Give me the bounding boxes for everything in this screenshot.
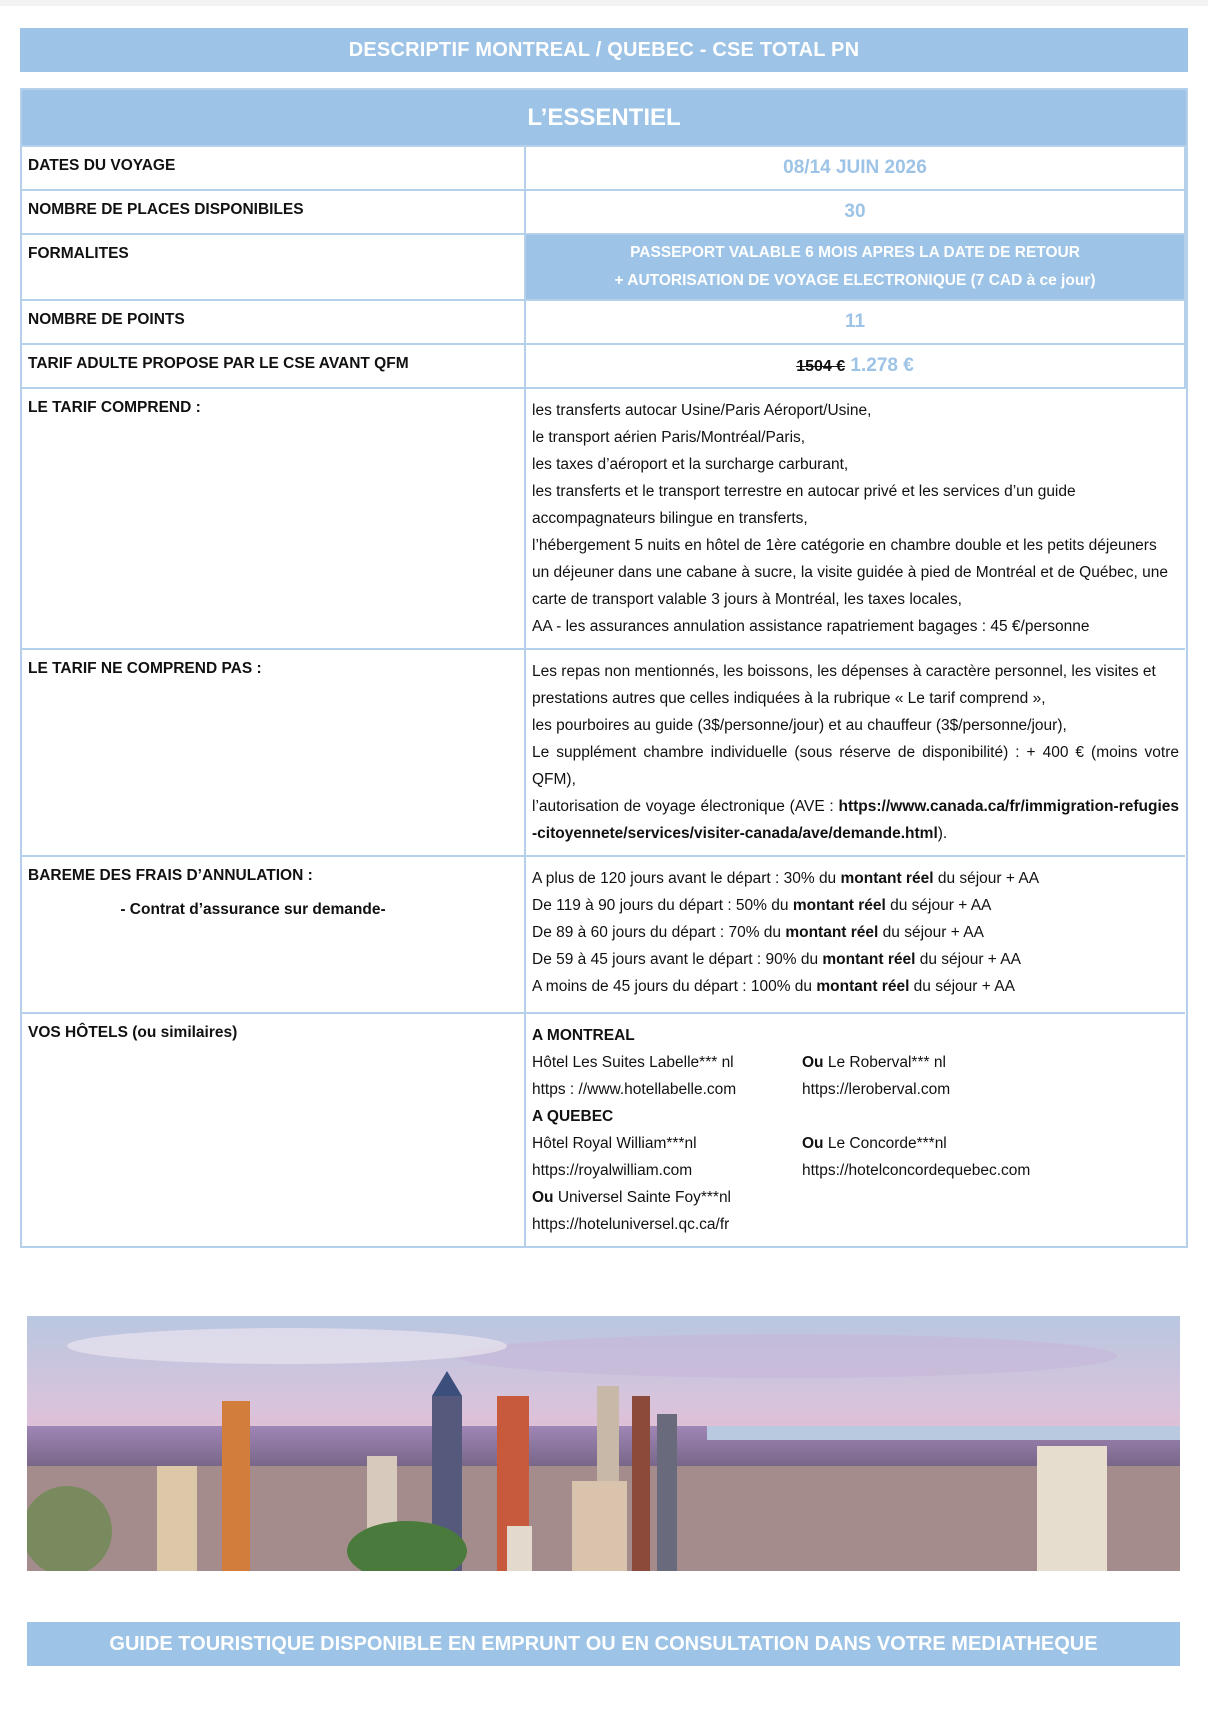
row-points xyxy=(22,300,1185,344)
comprend-item: AA - les assurances annulation assistance rapatriement bagages : 45 €/personne xyxy=(532,618,1090,635)
bareme-label-cell xyxy=(22,856,525,1013)
or-word: Ou xyxy=(802,1054,824,1071)
bareme-item xyxy=(532,946,1179,973)
comprend-label: LE TARIF COMPREND : xyxy=(22,388,525,649)
formalites-label: FORMALITES xyxy=(22,234,525,300)
row-places xyxy=(22,190,1185,234)
formalites-line-1: PASSEPORT VALABLE 6 MOIS APRES LA DATE DE RETOUR xyxy=(630,244,1080,261)
row-hotels xyxy=(22,1013,1185,1246)
quebec-alt-2-name: Universel Sainte Foy***nl xyxy=(553,1189,732,1206)
comprend-item: les taxes d’aéroport et la surcharge carburant, xyxy=(532,456,849,473)
bareme-text: A plus de 120 jours avant le départ : 30% du xyxy=(532,870,841,887)
dates-label: DATES DU VOYAGE xyxy=(22,147,525,190)
bareme-text: A moins de 45 jours du départ : 100% du xyxy=(532,978,817,995)
river xyxy=(707,1426,1180,1440)
quebec-hotel-1: Hôtel Royal William***nl xyxy=(532,1135,697,1152)
comprend-item: l’hébergement 5 nuits en hôtel de 1ère catégorie en chambre double et les petits déjeuners xyxy=(532,537,1157,554)
ne-comprend-pas-list xyxy=(525,649,1185,856)
bareme-text: De 89 à 60 jours du départ : 70% du xyxy=(532,924,786,941)
hotels-list xyxy=(525,1013,1185,1246)
cloud xyxy=(67,1328,507,1364)
exclusion-item: Le supplément chambre individuelle (sous réserve de disponibilité) : + 400 € (moins votre QFM), xyxy=(532,744,1179,788)
quebec-hotel-1-url[interactable]: https://royalwilliam.com xyxy=(532,1162,693,1179)
essentiel-table xyxy=(20,88,1188,1248)
bareme-text: du séjour + AA xyxy=(915,951,1021,968)
skyline-illustration xyxy=(27,1316,1180,1571)
new-price: 1.278 € xyxy=(850,355,914,376)
tarif-value xyxy=(525,344,1185,388)
bareme-bold-term: montant réel xyxy=(822,951,916,968)
comprend-item: les transferts et le transport terrestre en autocar privé et les services d’un guide accompagnateurs bilingue en transferts, xyxy=(532,483,1076,527)
quebec-alt-hotel-url[interactable]: https://hotelconcordequebec.com xyxy=(802,1162,1031,1179)
bareme-list xyxy=(525,856,1185,1013)
row-bareme xyxy=(22,856,1185,1013)
formalites-value xyxy=(525,234,1185,300)
or-word: Ou xyxy=(532,1189,554,1206)
montreal-hotel-1-url[interactable]: https : //www.hotellabelle.com xyxy=(532,1081,737,1098)
bareme-item xyxy=(532,919,1179,946)
tarif-label: TARIF ADULTE PROPOSE PAR LE CSE AVANT QFM xyxy=(22,344,525,388)
quebec-alt-hotel-2-url[interactable]: https://hoteluniversel.qc.ca/fr xyxy=(532,1216,730,1233)
bareme-bold-term: montant réel xyxy=(816,978,910,995)
bareme-text: De 119 à 90 jours du départ : 50% du xyxy=(532,897,793,914)
montreal-hotel-1: Hôtel Les Suites Labelle*** nl xyxy=(532,1054,734,1071)
comprend-item: le transport aérien Paris/Montréal/Paris, xyxy=(532,429,806,446)
quebec-alt-name: Le Concorde***nl xyxy=(823,1135,947,1152)
row-ne-comprend-pas xyxy=(22,649,1185,856)
places-label: NOMBRE DE PLACES DISPONIBILES xyxy=(22,190,525,234)
row-tarif xyxy=(22,344,1185,388)
bareme-item xyxy=(532,892,1179,919)
row-comprend xyxy=(22,388,1185,649)
section-title-essentiel: L’ESSENTIEL xyxy=(22,90,1186,147)
row-dates xyxy=(22,147,1185,190)
bareme-sublabel: - Contrat d’assurance sur demande- xyxy=(120,901,386,918)
page-top-strip xyxy=(0,0,1208,6)
details-table xyxy=(22,147,1186,1246)
bareme-text: du séjour + AA xyxy=(878,924,984,941)
bareme-item xyxy=(532,865,1179,892)
places-value: 30 xyxy=(525,190,1185,234)
bareme-label: BAREME DES FRAIS D’ANNULATION : xyxy=(28,867,313,884)
quebec-alt-hotel xyxy=(802,1130,1179,1157)
montreal-skyline-photo xyxy=(27,1316,1180,1571)
bareme-text: De 59 à 45 jours avant le départ : 90% du xyxy=(532,951,823,968)
bareme-bold-term: montant réel xyxy=(785,924,879,941)
comprend-item: les transferts autocar Usine/Paris Aéroport/Usine, xyxy=(532,402,872,419)
bareme-item xyxy=(532,973,1179,1000)
bareme-text: du séjour + AA xyxy=(933,870,1040,887)
bareme-text: du séjour + AA xyxy=(909,978,1015,995)
hotels-grid xyxy=(532,1022,1179,1238)
old-price: 1504 € xyxy=(796,358,846,375)
cloud xyxy=(457,1334,1117,1378)
row-formalites xyxy=(22,234,1185,300)
bareme-text: du séjour + AA xyxy=(885,897,992,914)
ave-link[interactable]: https://www.canada.ca/fr/immigration-refugies-citoyennete/services/visiter-canada/ave/demande.html xyxy=(532,798,1179,842)
footer-banner: GUIDE TOURISTIQUE DISPONIBLE EN EMPRUNT OU EN CONSULTATION DANS VOTRE MEDIATHEQUE xyxy=(27,1622,1180,1666)
quebec-alt-hotel-2 xyxy=(532,1184,802,1211)
quebec-heading: A QUEBEC xyxy=(532,1108,614,1125)
formalites-line-2: + AUTORISATION DE VOYAGE ELECTRONIQUE (7 CAD à ce jour) xyxy=(614,272,1096,289)
bareme-bold-term: montant réel xyxy=(840,870,934,887)
exclusion-item: les pourboires au guide (3$/personne/jour) et au chauffeur (3$/personne/jour), xyxy=(532,717,1067,734)
points-label: NOMBRE DE POINTS xyxy=(22,300,525,344)
exclusion-item-ave xyxy=(532,793,1179,847)
hotels-label: VOS HÔTELS (ou similaires) xyxy=(22,1013,525,1246)
montreal-alt-hotel xyxy=(802,1049,1179,1076)
montreal-heading: A MONTREAL xyxy=(532,1027,635,1044)
or-word: Ou xyxy=(802,1135,824,1152)
comprend-item: un déjeuner dans une cabane à sucre, la visite guidée à pied de Montréal et de Québec, une carte de transport valable 3 jours à Montréal, les taxes locales, xyxy=(532,564,1168,608)
ne-comprend-pas-label: LE TARIF NE COMPREND PAS : xyxy=(22,649,525,856)
dates-value: 08/14 JUIN 2026 xyxy=(525,147,1185,190)
exclusion-item: Les repas non mentionnés, les boissons, les dépenses à caractère personnel, les visites et prestations autres que celles indiquées à la rubrique « Le tarif comprend », xyxy=(532,663,1156,707)
ave-suffix: ). xyxy=(937,825,948,842)
document-title: DESCRIPTIF MONTREAL / QUEBEC - CSE TOTAL PN xyxy=(20,28,1188,72)
bareme-bold-term: montant réel xyxy=(792,897,886,914)
montreal-alt-hotel-url[interactable]: https://leroberval.com xyxy=(802,1081,951,1098)
points-value: 11 xyxy=(525,300,1185,344)
montreal-alt-name: Le Roberval*** nl xyxy=(823,1054,946,1071)
comprend-list xyxy=(525,388,1185,649)
ave-prefix: l’autorisation de voyage électronique (AVE : xyxy=(532,798,839,815)
